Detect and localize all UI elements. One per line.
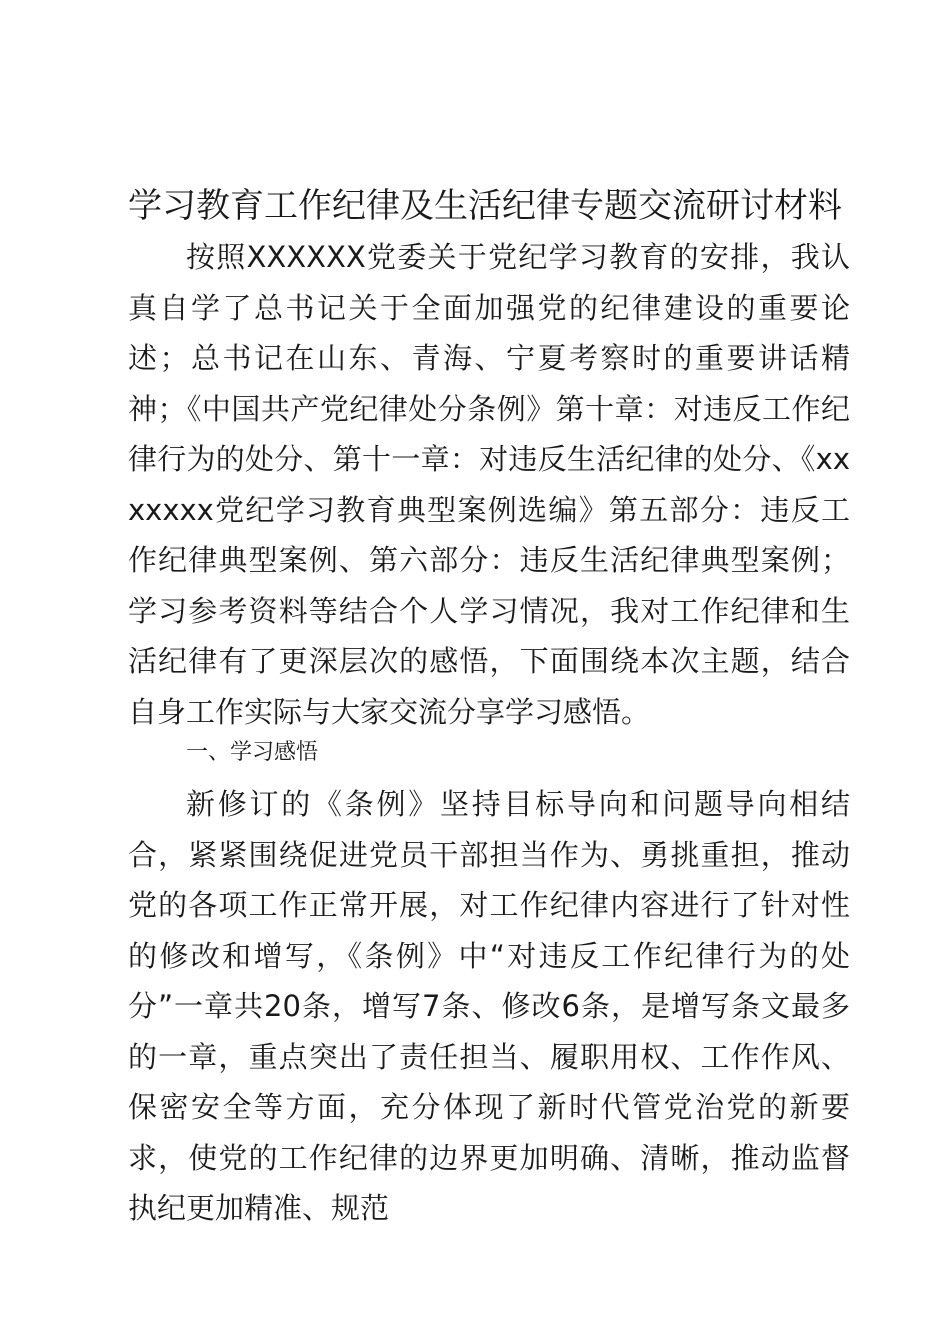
document-title: 学习教育工作纪律及生活纪律专题交流研讨材料	[128, 186, 842, 226]
intro-paragraph-block	[128, 232, 850, 737]
section-heading-study-insights: 一、学习感悟	[186, 740, 319, 765]
section-paragraph-block	[128, 779, 850, 1234]
section-paragraph: 新修订的《条例》坚持目标导向和问题导向相结合，紧紧围绕促进党员干部担当作为、勇挑重担，推动党的各项工作正常开展，对工作纪律内容进行了针对性的修改和增写，《条例》中“对违反工作纪律行为的处分”一章共20条，增写7条、修改6条，是增写条文最多的一章，重点突出了责任担当、履职用权、工作作风、保密安全等方面，充分体现了新时代管党治党的新要求，使党的工作纪律的边界更加明确、清晰，推动监督执纪更加精准、规范	[128, 787, 850, 1225]
intro-paragraph: 按照XXXXXX党委关于党纪学习教育的安排，我认真自学了总书记关于全面加强党的纪律建设的重要论述；总书记在山东、青海、宁夏考察时的重要讲话精神；《中国共产党纪律处分条例》第十章：对违反工作纪律行为的处分、第十一章：对违反生活纪律的处分、《xxxxxxx党纪学习教育典型案例选编》第五部分：违反工作纪律典型案例、第六部分：违反生活纪律典型案例；学习参考资料等结合个人学习情况，我对工作纪律和生活纪律有了更深层次的感悟，下面围绕本次主题，结合自身工作实际与大家交流分享学习感悟。	[128, 240, 850, 729]
